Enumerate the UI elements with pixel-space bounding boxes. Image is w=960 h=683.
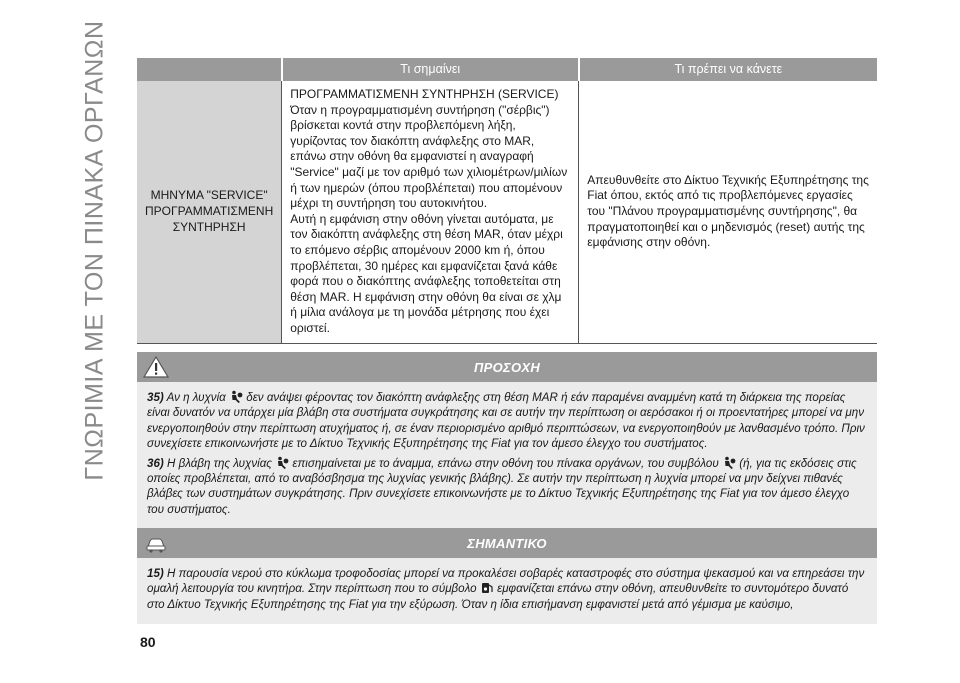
meaning-heading: ΠΡΟΓΡΑΜΜΑΤΙΣΜΕΝΗ ΣΥΝΤΗΡΗΣΗ (SERVICE) xyxy=(290,87,559,101)
important-text-15a: Η παρουσία νερού στο κύκλωμα τροφοδοσίας μπορεί να προκαλέσει σοβαρές καταστροφές στο σύστημα ψεκασμού και να επηρεάσει την ομαλή λειτουργία του κινητήρα. Στην περίπτωση που το σύμβολο xyxy=(147,567,865,596)
table-header-row xyxy=(137,58,877,81)
caution-text-36a: Η βλάβη της λυχνίας xyxy=(167,456,272,470)
important-text-15b: εμφανίζεται επάνω στην οθόνη, απευθυνθείτε το συντομότερο δυνατό στο Δίκτυο Τεχνικής Εξυπηρέτησης της Fiat για την εξύρωση. Όταν η ίδια επισήμανση εμφανιστεί μετά από γέμισμα με καύσιμο, xyxy=(147,582,849,611)
caution-paragraph-35 xyxy=(147,390,867,452)
note-ref-35: 35) xyxy=(147,391,164,404)
header-meaning: Τι σημαίνει xyxy=(282,58,579,81)
caution-text-35a: Αν η λυχνία xyxy=(166,391,226,404)
caution-text-36b: επισημαίνεται με το άναμμα, επάνω στην οθόνη του πίνακα οργάνων, του συμβόλου xyxy=(292,456,719,470)
important-body xyxy=(137,558,877,624)
meaning-cell xyxy=(282,81,579,343)
airbag-fault-icon xyxy=(722,456,736,470)
header-action: Τι πρέπει να κάνετε xyxy=(579,58,877,81)
caution-header xyxy=(137,352,877,382)
caution-title: ΠΡΟΣΟΧΗ xyxy=(473,359,541,375)
caution-box xyxy=(137,352,877,529)
note-ref-15: 15) xyxy=(147,567,164,580)
action-cell: Απευθυνθείτε στο Δίκτυο Τεχνικής Εξυπηρέτησης της Fiat όπου, εκτός από τις προβλεπόμενες εργασίες του "Πλάνου προγραμματισμένης συντήρησης", θα πραγματοποιηθεί και ο μηδενισμός (reset) αυτής της εμφάνισης στην οθόνη. xyxy=(579,81,877,343)
caution-paragraph-36 xyxy=(147,456,867,518)
caution-text-36c: (ή, για τις εκδόσεις στις οποίες προβλέπεται, από το αναβόσβησμα της λυχνίας γενικής βλάβης). Σε αυτήν την περίπτωση η λυχνία μπορεί να μην δείχνει πιθανές βλάβες των συστημάτων συγκράτησης. Πριν συνεχίσετε επικοινωνήστε με το Δίκτυο Τεχνικής Εξυπηρέτησης της Fiat για τον άμεσο έλεγχο του συστήματος. xyxy=(147,456,857,516)
message-cell: ΜΗΝΥΜΑ "SERVICE" ΠΡΟΓΡΑΜΜΑΤΙΣΜΕΝΗ ΣΥΝΤΗΡΗΣΗ xyxy=(137,81,282,343)
section-sidebar xyxy=(70,19,120,481)
meaning-text-2: Αυτή η εμφάνιση στην οθόνη γίνεται αυτόματα, με τον διακόπτη ανάφλεξης στη θέση MAR, όταν μέχρι το επόμενο σέρβις απομένουν 2000 km ή, όπου προβλέπεται, 30 ημέρες και εμφανίζεται ξανά κάθε φορά που ο διακόπτης ανάφλεξης τοποθετείται στη θέση MAR. Η εμφάνιση στην οθόνη θα είναι σε χλμ ή μίλια ανάλογα με τη μονάδα μέτρησης που έχει οριστεί. xyxy=(290,211,563,335)
important-header xyxy=(137,528,877,558)
important-paragraph-15 xyxy=(147,566,867,612)
section-title: ΓΝΩΡΙΜΙΑ ΜΕ ΤΟΝ ΠΙΝΑΚΑ ΟΡΓΑΝΩΝ xyxy=(80,19,109,481)
car-icon xyxy=(143,531,169,555)
header-blank xyxy=(137,58,282,81)
water-in-fuel-icon xyxy=(480,581,494,595)
table-row xyxy=(137,81,877,343)
caution-text-35b: δεν ανάψει φέροντας τον διακόπτη ανάφλεξης στη θέση MAR ή εάν παραμένει αναμμένη κατά τη διάρκεια της πορείας είναι δυνατόν να υπάρχει μία βλάβη στα συστήματα συγκράτησης και σε αυτήν την περίπτωση οι αερόσακοι ή οι προεντατήρες μπορεί να μην ενεργοποιηθούν στην περίπτωση ατυχήματος ή, σε έναν περιορισμένο αριθμό περιπτώσεων, να ενεργοποιηθούν με λανθασμένο τρόπο. Πριν συνεχίσετε επικοινωνήστε με το Δίκτυο Τεχνικής Εξυπηρέτησης της Fiat για τον άμεσο έλεγχο του συστήματος. xyxy=(147,391,865,451)
caution-body xyxy=(137,382,877,529)
airbag-warning-icon xyxy=(275,456,289,470)
page-number: 80 xyxy=(140,634,156,650)
airbag-warning-icon xyxy=(229,390,243,404)
important-title: ΣΗΜΑΝΤΙΚΟ xyxy=(467,535,547,551)
meaning-text-1: Όταν η προγραμματισμένη συντήρηση ("σέρβις") βρίσκεται κοντά στην προβλεπόμενη λήξη, γυρίζοντας τον διακόπτη ανάφλεξης στο MAR, επάνω στην οθόνη θα εμφανιστεί η αναγραφή "Service" μαζί με τον αριθμό των χιλιομέτρων/μιλίων ή των ημερών (όπου προβλέπεται) που απομένουν μέχρι τη συντήρηση του αυτοκινήτου. xyxy=(290,102,568,211)
note-ref-36: 36) xyxy=(147,456,164,470)
important-box xyxy=(137,528,877,624)
warning-triangle-icon xyxy=(143,355,169,379)
info-table xyxy=(137,58,877,344)
